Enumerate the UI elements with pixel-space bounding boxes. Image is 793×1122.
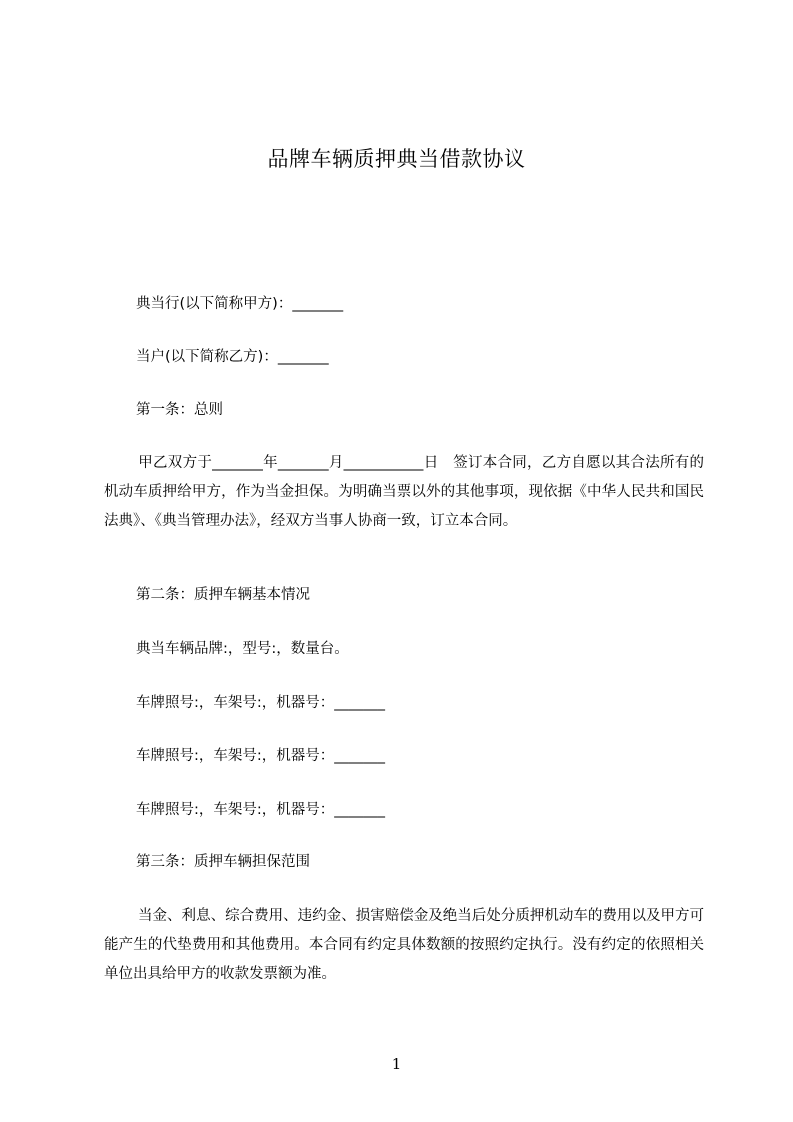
article2-heading: 第二条：质押车辆基本情况: [136, 587, 310, 603]
pawner-line: 当户(以下简称乙方)：_______: [136, 349, 329, 365]
plate-line-3: 车牌照号:，车架号:，机器号：_______: [136, 802, 386, 818]
article1-heading: 第一条：总则: [136, 402, 223, 418]
plate-line-2: 车牌照号:，车架号:，机器号：_______: [136, 748, 386, 764]
article3-body: [104, 902, 704, 989]
document-title: 品牌车辆质押典当借款协议: [267, 147, 526, 171]
page-number: 1: [391, 1055, 402, 1073]
article3-text: 当金、利息、综合费用、违约金、损害赔偿金及绝当后处分质押机动车的费用以及甲方可能产生的代垫费用和其他费用。本合同有约定具体数额的按照约定执行。没有约定的依照相关单位出具给甲方的收款发票额为准。: [104, 908, 704, 982]
article3-heading: 第三条：质押车辆担保范围: [136, 854, 310, 870]
article1-body: [104, 449, 704, 536]
article1-text: 甲乙双方于_______年_______月___________日 签订本合同，乙方自愿以其合法所有的机动车质押给甲方，作为当金担保。为明确当票以外的其他事项，现依据《中华人民共和国民法典》、《典当管理办法》，经双方当事人协商一致，订立本合同。: [104, 455, 704, 529]
plate-line-1: 车牌照号:，车架号:，机器号：_______: [136, 695, 386, 711]
vehicle-brand-line: 典当车辆品牌:，型号:，数量台。: [136, 641, 349, 657]
pawnshop-line: 典当行(以下简称甲方)：_______: [136, 296, 344, 312]
